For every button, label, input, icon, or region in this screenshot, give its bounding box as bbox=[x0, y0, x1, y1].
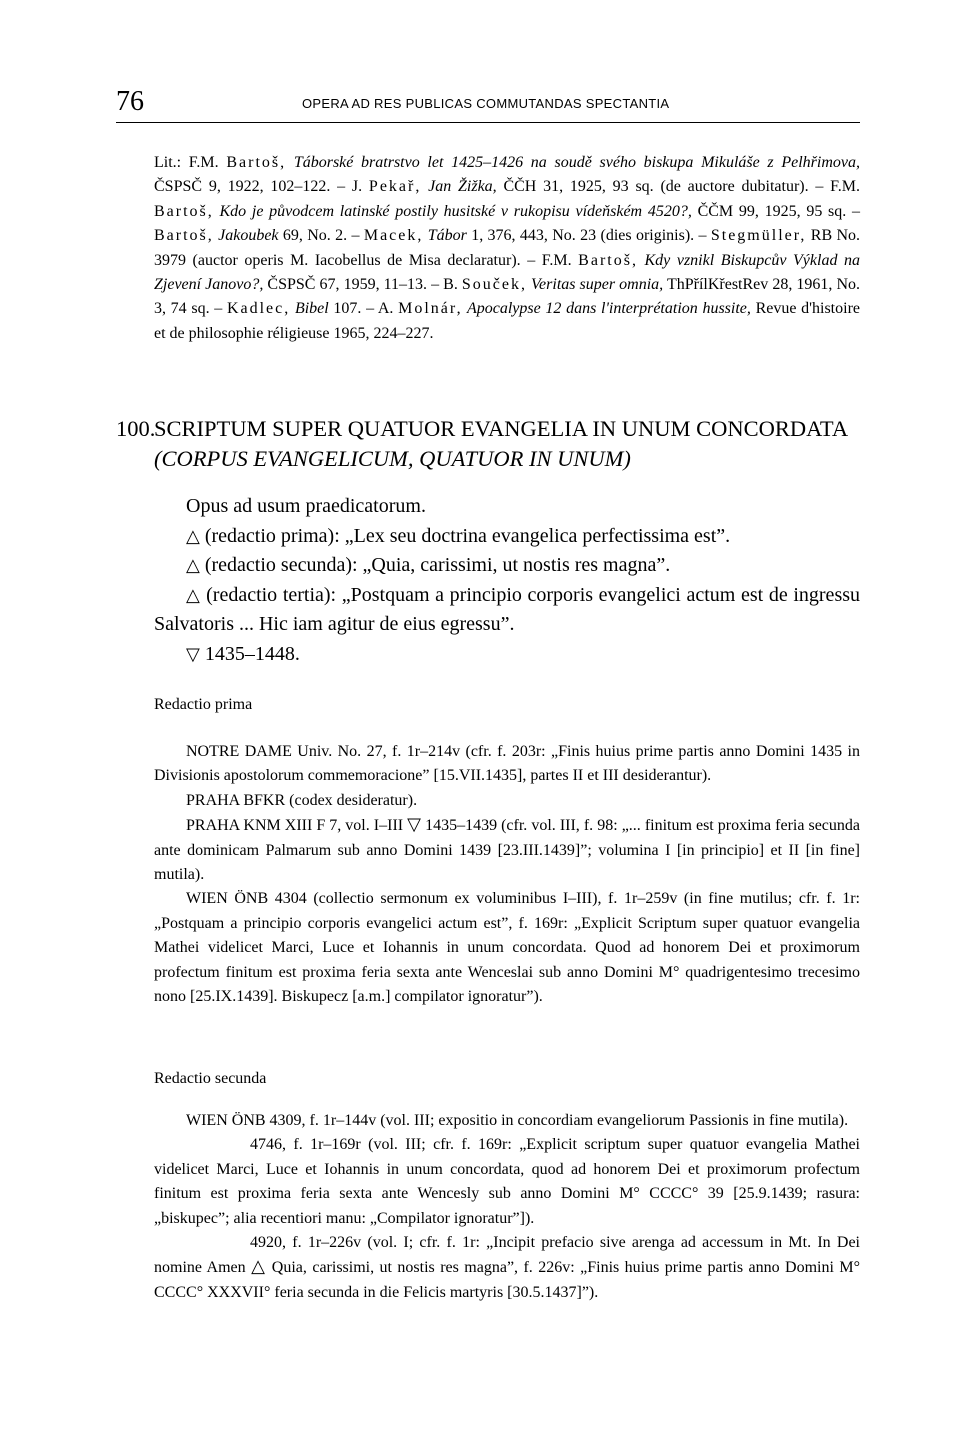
work-title: Bibel bbox=[290, 300, 329, 318]
manuscript-entry: 4920, f. 1r–226v (vol. I; cfr. f. 1r: „Incipit prefacio sive arenga ad accessum in Mt. In Dei nomine Amen △ Quia, carissimi, ut nostis res magna”, f. 226v: „Finis huius prime partis anno Domini M° CCCC° XXXVII° feria secunda in die Felicis martyris [30.5.1437]”). bbox=[154, 1234, 861, 1301]
work-title: Apocalypse 12 dans l'interprétation hussite, bbox=[462, 300, 751, 318]
redactio-prima-block bbox=[154, 740, 860, 1009]
manuscript-entry: PRAHA KNM XIII F 7, vol. I–III ▽ 1435–1439 (cfr. vol. III, f. 98: „... finitum est proxima feria secunda ante dominicam Palmarum sub anno Domini 1439 [23.III.1439]”; volumina I [in principio] et II [in fine] mutila). bbox=[154, 814, 861, 884]
manuscript-entry: PRAHA BFKR (codex desideratur). bbox=[186, 791, 418, 809]
usage-line: Opus ad usum praedicatorum. bbox=[186, 495, 426, 517]
author-name: Bartoš, bbox=[578, 251, 638, 269]
lit-text: ThPřílKřestRev 28, 1961, No. 3, 74 sq. – bbox=[154, 276, 861, 318]
page-header bbox=[116, 86, 860, 123]
triangle-down-icon: ▽ bbox=[186, 643, 200, 665]
redactio-tertia-incipit: △ (redactio tertia): „Postquam a principio corporis evangelici actum est de ingressu Salvatoris ... Hic iam agitur de eius egressu”. bbox=[154, 583, 861, 635]
work-title: Kdo je původcem latinské postily husitské v rukopisu vídeňském 4520?, bbox=[213, 202, 692, 220]
lit-text: ČČH 31, 1925, 93 sq. (de auctore dubitatur). – F.M. bbox=[496, 178, 861, 196]
triangle-up-icon: △ bbox=[186, 584, 201, 606]
triangle-down-icon: ▽ bbox=[407, 814, 422, 836]
entry-title-block bbox=[154, 414, 860, 474]
lit-text: 69, No. 2. – bbox=[278, 227, 364, 245]
section-label: Redactio secunda bbox=[154, 1070, 267, 1087]
redactio-prima-incipit: △ (redactio prima): „Lex seu doctrina evangelica perfectissima est”. bbox=[186, 524, 731, 547]
page-number: 76 bbox=[116, 86, 144, 117]
lit-text: Revue d'histoire et de philosophie réligieuse 1965, 224–227. bbox=[154, 300, 861, 342]
lit-text: ČČM 99, 1925, 95 sq. – bbox=[691, 202, 860, 220]
lit-text: ČSPSČ 9, 1922, 102–122. – J. bbox=[154, 178, 369, 196]
manuscript-entry: 4746, f. 1r–169r (vol. III; cfr. f. 169r: „Explicit scriptum super quatuor evangelia Mathei videlicet Marci, Luce et Iohannis in unum concordata, quod ad honorem Dei et proximorum profectum finitum est proxima feria sexta ante Wencesly sub anno Domini M° CCCC° 39 [25.9.1439; rasura: „biskupec”; alia recentiori manu: „Compilator ignoratur”]). bbox=[154, 1136, 860, 1227]
author-name: Pekař, bbox=[368, 178, 422, 196]
work-title: Veritas super omnia, bbox=[527, 276, 664, 294]
manuscript-entry: WIEN ÖNB 4309, f. 1r–144v (vol. III; expositio in concordiam evangeliorum Passionis in fine mutila). bbox=[186, 1112, 849, 1129]
work-title: Tábor bbox=[423, 227, 467, 245]
work-title: Táborské bratrstvo let 1425–1426 na soudě svého biskupa Mikuláše z Pelhřimova, bbox=[286, 154, 861, 171]
author-name: Bartoš, bbox=[154, 202, 214, 220]
date-line: ▽ 1435–1448. bbox=[186, 642, 300, 665]
work-title: Jan Žižka, bbox=[421, 178, 497, 196]
triangle-up-icon: △ bbox=[186, 525, 200, 547]
author-name: Macek, bbox=[363, 227, 424, 245]
triangle-up-icon: △ bbox=[186, 555, 200, 576]
lit-text: ČSPSČ 67, 1959, 11–13. – B. bbox=[263, 276, 462, 294]
lit-text: 1, 376, 443, No. 23 (dies originis). – bbox=[466, 227, 711, 245]
running-title: OPERA AD RES PUBLICAS COMMUTANDAS SPECTANTIA bbox=[302, 96, 670, 111]
author-name: Souček, bbox=[461, 276, 527, 294]
lit-text: Lit.: F.M. bbox=[154, 154, 227, 171]
redactio-secunda-incipit: △ (redactio secunda): „Quia, carissimi, ut nostis res magna”. bbox=[186, 554, 671, 576]
manuscript-entry: WIEN ÖNB 4304 (collectio sermonum ex voluminibus I–III), f. 1r–259v (in fine mutilus; cfr. f. 1r: „Postquam a principio corporis evangelici actum est”, f. 169r: „Explicit Scriptum super quatuor evangelia Mathei videlicet Marci, Luce et Iohannis in unum concordata. Quod ad honorem Dei et proximorum profectum finitum est proxima feria sexta ante Wenceslai sub anno Domini M° quadrigentesimo trecesimo nono [25.IX.1439]. Biskupecz [a.m.] compilator ignoratur”). bbox=[154, 890, 860, 1006]
work-title: Kdy vznikl Biskupcův Výklad na Zjevení Janovo?, bbox=[154, 251, 861, 294]
redactio-secunda-block bbox=[154, 1109, 860, 1305]
lit-text: 107. – A. bbox=[328, 300, 399, 318]
triangle-up-icon: △ bbox=[251, 1256, 267, 1278]
author-name: Molnár, bbox=[398, 300, 463, 318]
work-description bbox=[154, 492, 860, 669]
author-name: Stegmüller, bbox=[710, 227, 807, 245]
entry-subtitle: (CORPUS EVANGELICUM, QUATUOR IN UNUM) bbox=[154, 446, 631, 471]
author-name: Bartoš, bbox=[154, 227, 214, 245]
section-label: Redactio prima bbox=[154, 696, 253, 713]
author-name: Kadlec, bbox=[226, 300, 291, 318]
entry-number: 100. bbox=[116, 416, 156, 441]
lit-text: RB No. 3979 (auctor operis M. Iacobellus de Misa declaratur). – F.M. bbox=[154, 227, 861, 269]
work-title: Jakoubek bbox=[213, 227, 279, 245]
literature-block bbox=[154, 151, 860, 346]
author-name: Bartoš, bbox=[226, 154, 287, 171]
entry-title: SCRIPTUM SUPER QUATUOR EVANGELIA IN UNUM CONCORDATA bbox=[154, 416, 849, 441]
manuscript-entry: NOTRE DAME Univ. No. 27, f. 1r–214v (cfr. f. 203r: „Finis huius prime partis anno Domini 1435 in Divisionis apostolorum commemoracione” [15.VII.1435], partes II et III desiderantur). bbox=[154, 743, 860, 785]
